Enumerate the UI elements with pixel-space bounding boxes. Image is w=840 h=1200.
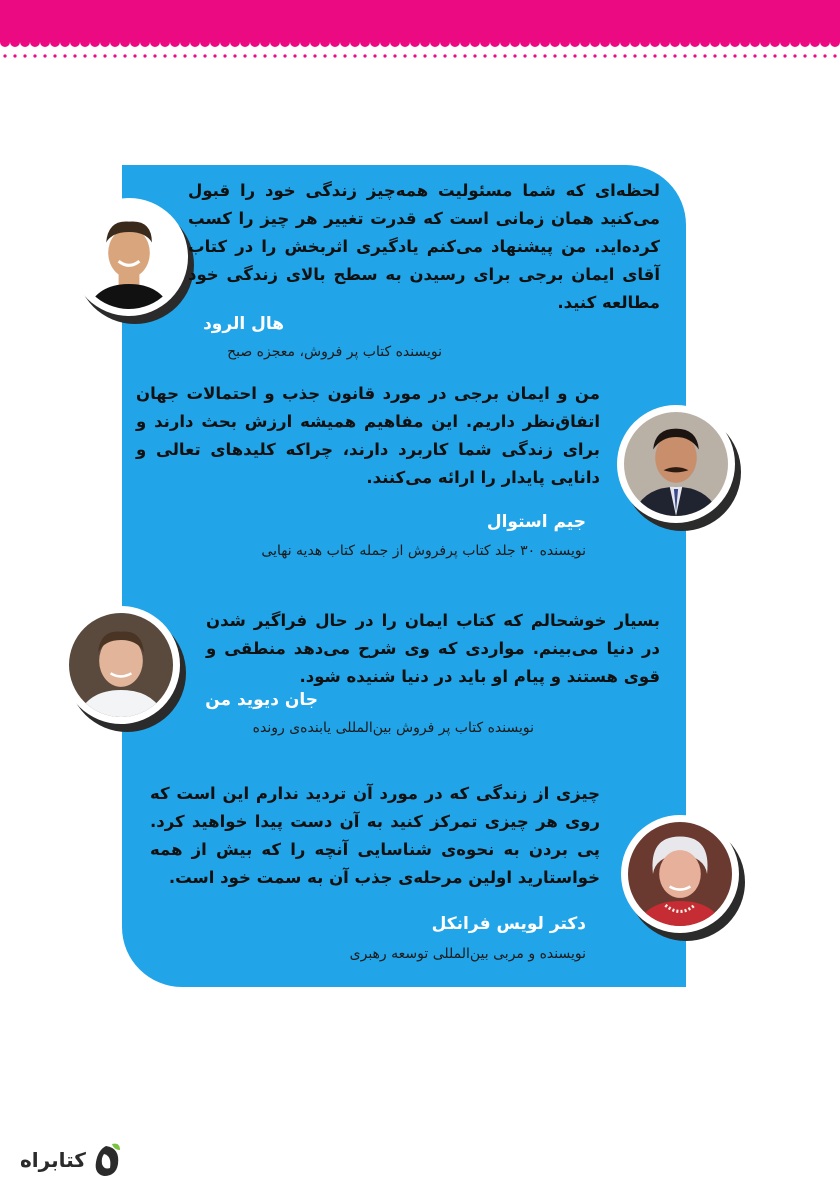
testimonial-role-1: نویسنده کتاب پر فروش، معجزه صبح <box>227 344 442 360</box>
book-leaf-icon <box>90 1142 122 1178</box>
publisher-logo[interactable] <box>20 1140 122 1180</box>
testimonial-quote-3: بسیار خوشحالم که کتاب ایمان را در حال فراگیر شدن در دنیا می‌بینم. مواردی که وی شرح می‌دهد منطقی و قوی هستند و پیام او باید در دنیا شنیده شود. <box>206 611 660 686</box>
header-band <box>0 0 840 42</box>
author-photo-jim-stovall <box>617 405 735 523</box>
logo-text: کتابراه <box>20 1148 86 1172</box>
testimonial-role-2: نویسنده ۳۰ جلد کتاب پرفروش از جمله کتاب هدیه نهایی <box>261 543 586 559</box>
testimonial-author-4: دکتر لویس فرانکل <box>431 914 586 934</box>
author-photo-lois-frankel <box>621 815 739 933</box>
testimonial-quote-2: من و ایمان برجی در مورد قانون جذب و احتمالات جهان اتفاق‌نظر داریم. این مفاهیم همیشه ارزش بحث دارند و برای زندگی شما کاربرد دارند، چراکه کلیدهای تعالی و دانایی پایدار را ارائه می‌کنند. <box>136 384 600 487</box>
testimonial-quote-1: لحظه‌ای که شما مسئولیت همه‌چیز زندگی خود را قبول می‌کنید همان زمانی است که قدرت تغییر هر چیز را کسب کرده‌اید. من پیشنهاد می‌کنم یادگیری اثربخش را در کتاب آقای ایمان برجی برای رسیدن به سطح بالای زندگی خود مطالعه کنید. <box>188 181 660 312</box>
testimonial-quote-4: چیزی از زندگی که در مورد آن تردید ندارم این است که روی هر چیزی تمرکز کنید به آن دست پیدا خواهید کرد. پی بردن به نحوه‌ی شناسایی آنچه را که بیش از همه خواستارید اولین مرحله‌ی جذب آن به سمت خود است. <box>150 784 600 887</box>
testimonial-role-4: نویسنده و مربی بین‌المللی توسعه رهبری <box>349 946 586 962</box>
testimonial-role-3: نویسنده کتاب پر فروش بین‌المللی یابنده‌ی رونده <box>252 720 534 736</box>
author-photo-hal-elrod <box>70 198 188 316</box>
testimonial-author-1: هال الرود <box>203 314 284 334</box>
header-scallop-border <box>0 40 840 62</box>
testimonial-author-3: جان دیوید من <box>205 690 318 710</box>
testimonial-author-2: جیم استوال <box>486 512 586 532</box>
